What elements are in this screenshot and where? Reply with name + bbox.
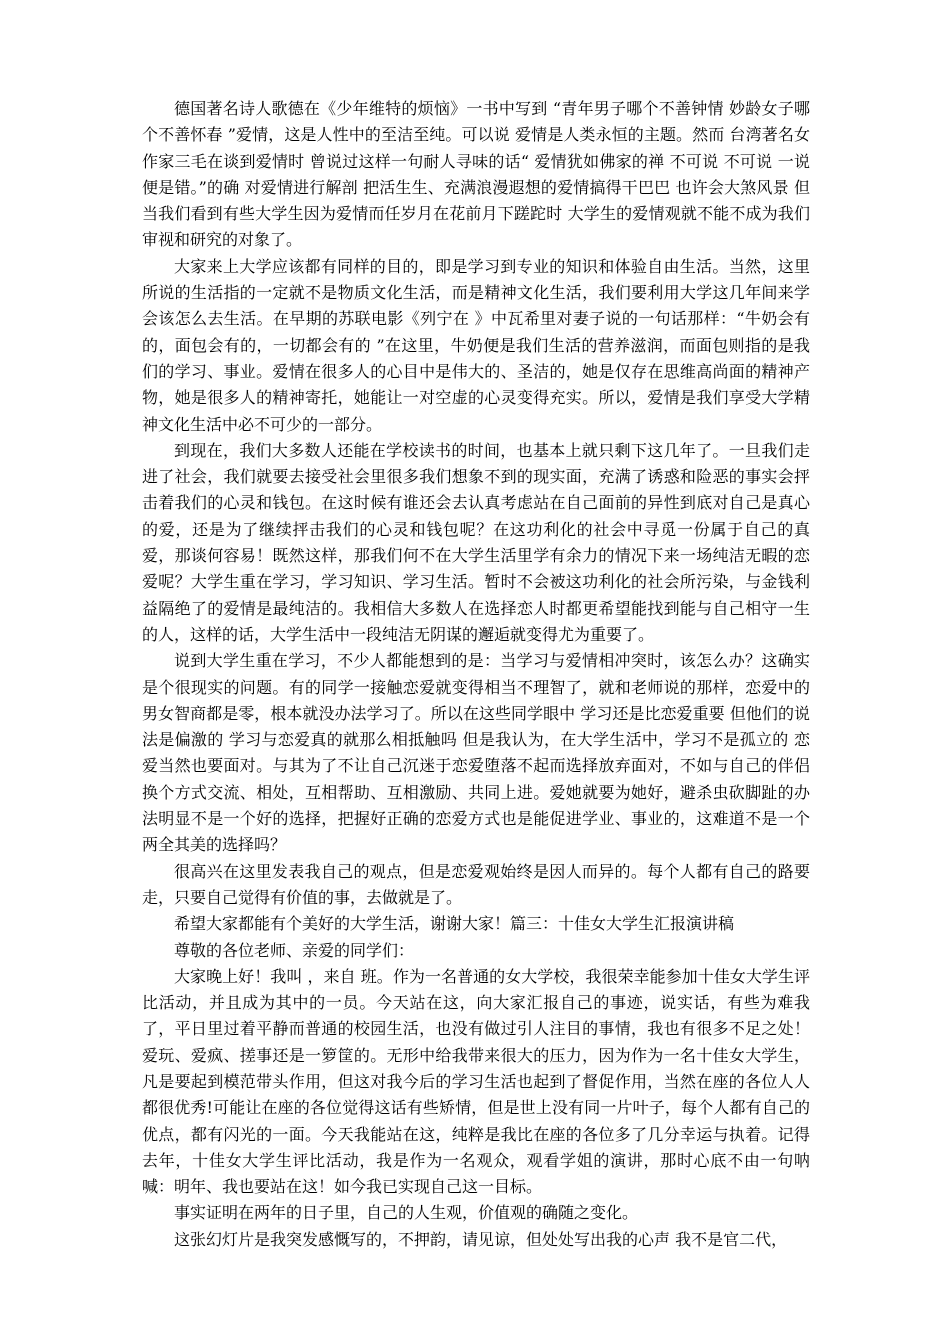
paragraph-6: 希望大家都能有个美好的大学生活，谢谢大家！篇三：十佳女大学生汇报演讲稿 [174,914,735,934]
paragraph-1: 德国著名诗人歌德在《少年维特的烦恼》一书中写到 “青年男子哪个不善钟情 妙龄女子哪个不善怀春 ”爱情，这是人性中的至洁至纯。可以说 爱情是人类永恒的主题。然而 台湾著名女作家三毛在谈到爱情时 曾说过这样一句耐人寻味的话“ 爱情犹如佛家的禅 不可说 不可说 一说便是错。”的确 对爱情进行解剖 把活生生、充满浪漫遐想的爱情搞得干巴巴 也许会大煞风景 但当我们看到有些大学生因为爱情而任岁月在花前月下蹉跎时 大学生的爱情观就不能不成为我们审视和研究的对象了。 [142,99,810,250]
paragraph-3: 到现在，我们大多数人还能在学校读书的时间，也基本上就只剩下这几年了。一旦我们走进了社会，我们就要去接受社会里很多我们想象不到的现实面，充满了诱惑和险恶的事实会抨击着我们的心灵和钱包。在这时候有谁还会去认真考虑站在自己面前的异性到底对自己是真心的爱，还是为了继续抨击我们的心灵和钱包呢？在这功利化的社会中寻觅一份属于自己的真爱，那谈何容易！既然这样，那我们何不在大学生活里学有余力的情况下来一场纯洁无暇的恋爱呢？大学生重在学习，学习知识、学习生活。暂时不会被这功利化的社会所污染，与金钱利益隔绝了的爱情是最纯洁的。我相信大多数人在选择恋人时都更希望能找到能与自己相守一生的人，这样的话，大学生活中一段纯洁无阴谋的邂逅就变得尤为重要了。 [142,440,810,644]
paragraph-8: 大家晚上好！我叫 ，来自 班。作为一名普通的女大学校，我很荣幸能参加十佳女大学生评比活动，并且成为其中的一员。今天站在这，向大家汇报自己的事迹，说实话，有些为难我了，平日里过着平静而普通的校园生活，也没有做过引人注目的事情，我也有很多不足之处！爱玩、爱疯、搓事还是一箩筐的。无形中给我带来很大的压力，因为作为一名十佳女大学生，凡是要起到模范带头作用，但这对我今后的学习生活也起到了督促作用，当然在座的各位人人都很优秀!可能让在座的各位觉得这话有些矫情，但是世上没有同一片叶子，每个人都有自己的优点，都有闪光的一面。今天我能站在这，纯粹是我比在座的各位多了几分幸运与执着。记得去年，十佳女大学生评比活动，我是作为一名观众，观看学姐的演讲，那时心底不由一句呐喊：明年、我也要站在这！如今我已实现自己这一目标。 [142,966,810,1197]
document-body [142,96,810,1253]
paragraph-4: 说到大学生重在学习，不少人都能想到的是：当学习与爱情相冲突时，该怎么办？这确实是个很现实的问题。有的同学一接触恋爱就变得相当不理智了，就和老师说的那样，恋爱中的男女智商都是零，根本就没办法学习了。所以在这些同学眼中 学习还是比恋爱重要 但他们的说法是偏激的 学习与恋爱真的就那么相抵触吗 但是我认为，在大学生活中，学习不是孤立的 恋爱当然也要面对。与其为了不让自己沉迷于恋爱堕落不起而选择放弃面对，不如与自己的伴侣换个方式交流、相处，互相帮助、互相激励、共同上进。爱她就要为她好，避杀虫砍脚趾的办法明显不是一个好的选择，把握好正确的恋爱方式也是能促进学业、事业的，这难道不是一个两全其美的选择吗？ [142,651,810,855]
paragraph-10: 这张幻灯片是我突发感慨写的，不押韵，请见谅，但处处写出我的心声 我不是官二代， [174,1229,788,1249]
paragraph-2: 大家来上大学应该都有同样的目的，即是学习到专业的知识和体验自由生活。当然，这里所说的生活指的一定就不是物质文化生活，而是精神文化生活，我们要利用大学这几年间来学会该怎么去生活。在早期的苏联电影《列宁在 》中瓦希里对妻子说的一句话那样：“牛奶会有的，面包会有的，一切都会有的 ”在这里，牛奶便是我们生活的营养滋润，而面包则指的是我们的学习、事业。爱情在很多人的心目中是伟大的、圣洁的，她是仅存在思维高尚面的精神产物，她是很多人的精神寄托，她能让一对空虚的心灵变得充实。所以，爱情是我们享受大学精神文化生活中必不可少的一部分。 [142,256,810,434]
paragraph-9: 事实证明在两年的日子里，自己的人生观，价值观的确随之变化。 [174,1203,639,1223]
paragraph-5: 很高兴在这里发表我自己的观点，但是恋爱观始终是因人而异的。每个人都有自己的路要走，只要自己觉得有价值的事，去做就是了。 [142,861,810,907]
paragraph-7: 尊敬的各位老师、亲爱的同学们： [174,940,415,960]
